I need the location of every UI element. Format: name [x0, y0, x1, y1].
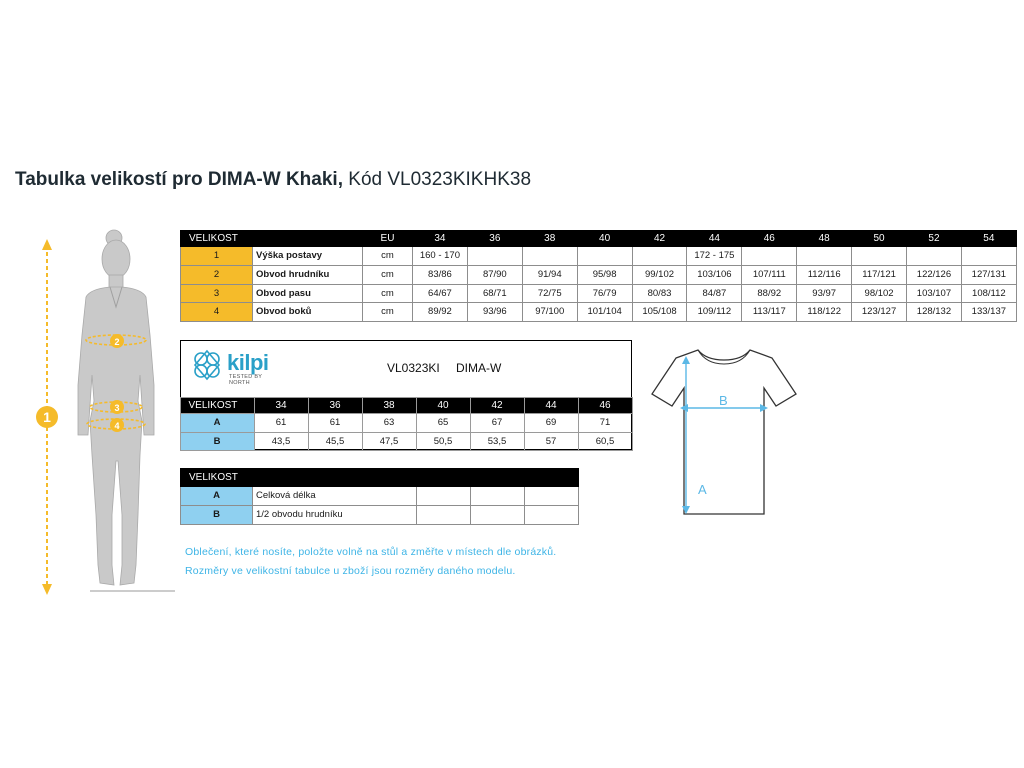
legend-label: B	[181, 506, 253, 525]
marker-2-icon	[110, 334, 124, 348]
size-col-header: 42	[632, 231, 687, 247]
note-model-dimensions: Rozměry ve velikostní tabulce u zboží jsou rozměry daného modelu.	[185, 565, 516, 577]
table-cell: 68/71	[467, 284, 522, 303]
body-measurement-figure	[30, 225, 180, 595]
table-cell: 89/92	[413, 303, 468, 322]
legend-table	[180, 468, 579, 525]
garment-table-header	[180, 398, 632, 414]
table-cell: 113/117	[742, 303, 797, 322]
table-cell: 109/112	[687, 303, 742, 322]
row-unit: cm	[363, 284, 413, 303]
brand-name: kilpi	[227, 350, 269, 375]
size-col-header: 46	[578, 398, 632, 414]
brand-logo	[189, 347, 279, 387]
table-cell: 61	[254, 414, 308, 433]
knot-logo-icon	[189, 347, 225, 383]
row-number: 2	[181, 265, 253, 284]
note-measure-instruction: Oblečení, které nosíte, položte volně na stůl a změřte v místech dle obrázků.	[185, 546, 557, 558]
table-cell: 53,5	[470, 432, 524, 451]
product-model: DIMA-W	[456, 361, 502, 375]
table-row	[181, 506, 579, 525]
table-cell	[525, 487, 579, 506]
garment-measure-table	[180, 397, 633, 451]
table-cell	[961, 247, 1016, 266]
table-cell	[742, 247, 797, 266]
row-unit: cm	[363, 265, 413, 284]
table-cell: 99/102	[632, 265, 687, 284]
size-col-header: 40	[416, 398, 470, 414]
table-cell	[525, 506, 579, 525]
table-row	[181, 487, 579, 506]
size-col-header: 46	[742, 231, 797, 247]
table-cell: 123/127	[852, 303, 907, 322]
row-unit: cm	[363, 303, 413, 322]
table-cell	[797, 247, 852, 266]
table-cell: 91/94	[522, 265, 577, 284]
table-cell	[577, 247, 632, 266]
table-cell: 160 - 170	[413, 247, 468, 266]
table-cell: 43,5	[254, 432, 308, 451]
marker-2-label: 2	[114, 337, 120, 347]
legend-label: A	[181, 487, 253, 506]
table-cell: 45,5	[308, 432, 362, 451]
size-col-header: 34	[254, 398, 308, 414]
size-table	[180, 230, 1017, 322]
table-cell: 118/122	[797, 303, 852, 322]
size-col-header: 40	[577, 231, 632, 247]
header-empty-cell	[471, 469, 525, 487]
product-measurement-box	[180, 340, 632, 450]
header-empty-cell	[253, 469, 417, 487]
table-cell: 67	[470, 414, 524, 433]
table-cell	[471, 487, 525, 506]
table-row	[181, 247, 1017, 266]
table-cell: 103/106	[687, 265, 742, 284]
legend-table-header	[181, 469, 579, 487]
size-col-header: 42	[470, 398, 524, 414]
row-label: Obvod pasu	[253, 284, 363, 303]
height-arrow-bottom-icon	[42, 584, 52, 595]
unit-header: EU	[363, 231, 413, 247]
legend-description: Celková délka	[253, 487, 417, 506]
table-cell: 76/79	[577, 284, 632, 303]
brand-tagline: TESTED BY NORTH	[229, 374, 263, 386]
table-cell	[417, 487, 471, 506]
table-cell: 97/100	[522, 303, 577, 322]
table-row	[181, 303, 1017, 322]
table-cell: 98/102	[852, 284, 907, 303]
header-empty-cell	[417, 469, 471, 487]
size-table-header	[181, 231, 1017, 247]
table-cell: 47,5	[362, 432, 416, 451]
table-cell	[522, 247, 577, 266]
row-number: 3	[181, 284, 253, 303]
legend-description: 1/2 obvodu hrudníku	[253, 506, 417, 525]
size-col-header: 50	[852, 231, 907, 247]
table-cell: 87/90	[467, 265, 522, 284]
table-cell: 50,5	[416, 432, 470, 451]
table-cell: 84/87	[687, 284, 742, 303]
table-cell	[852, 247, 907, 266]
table-row	[181, 265, 1017, 284]
table-cell: 88/92	[742, 284, 797, 303]
measure-label: B	[180, 432, 254, 451]
table-cell: 122/126	[907, 265, 962, 284]
size-col-header: 36	[467, 231, 522, 247]
size-col-header: 54	[961, 231, 1016, 247]
measure-label: A	[180, 414, 254, 433]
table-cell: 69	[524, 414, 578, 433]
page-title	[15, 168, 531, 192]
table-cell: 61	[308, 414, 362, 433]
size-col-header: 34	[413, 231, 468, 247]
table-cell	[467, 247, 522, 266]
row-number: 4	[181, 303, 253, 322]
table-cell: 117/121	[852, 265, 907, 284]
size-col-header: 38	[362, 398, 416, 414]
size-header-label: VELIKOST	[181, 231, 363, 247]
table-row	[180, 432, 632, 451]
height-arrow-top-icon	[42, 239, 52, 250]
size-col-header: 44	[687, 231, 742, 247]
table-cell	[471, 506, 525, 525]
table-cell: 57	[524, 432, 578, 451]
measure-a-label: A	[698, 482, 707, 497]
table-cell: 72/75	[522, 284, 577, 303]
table-cell: 93/96	[467, 303, 522, 322]
table-cell	[907, 247, 962, 266]
measure-b-label: B	[719, 393, 728, 408]
marker-4-label: 4	[114, 421, 120, 431]
row-label: Obvod boků	[253, 303, 363, 322]
table-cell: 64/67	[413, 284, 468, 303]
page-title-main: Tabulka velikostí pro DIMA-W Khaki,	[15, 169, 343, 190]
marker-3-label: 3	[114, 403, 120, 413]
tshirt-measurement-figure	[648, 346, 800, 518]
table-cell: 103/107	[907, 284, 962, 303]
table-cell: 71	[578, 414, 632, 433]
table-cell: 128/132	[907, 303, 962, 322]
marker-1-icon	[36, 406, 58, 428]
table-cell: 101/104	[577, 303, 632, 322]
product-code-label: Kód VL0323KIKHK38	[348, 169, 532, 190]
marker-4-icon	[110, 418, 124, 432]
table-cell: 60,5	[578, 432, 632, 451]
table-cell: 108/112	[961, 284, 1016, 303]
table-cell	[417, 506, 471, 525]
marker-1-label: 1	[43, 409, 51, 425]
row-number: 1	[181, 247, 253, 266]
table-row	[181, 284, 1017, 303]
size-col-header: 36	[308, 398, 362, 414]
table-cell: 83/86	[413, 265, 468, 284]
table-cell: 172 - 175	[687, 247, 742, 266]
table-row	[180, 414, 632, 433]
row-unit: cm	[363, 247, 413, 266]
table-cell: 112/116	[797, 265, 852, 284]
row-label: Výška postavy	[253, 247, 363, 266]
table-cell: 63	[362, 414, 416, 433]
table-cell: 65	[416, 414, 470, 433]
table-cell: 93/97	[797, 284, 852, 303]
header-empty-cell	[525, 469, 579, 487]
marker-3-icon	[110, 400, 124, 414]
size-col-header: 52	[907, 231, 962, 247]
size-col-header: 48	[797, 231, 852, 247]
table-cell	[632, 247, 687, 266]
row-label: Obvod hrudníku	[253, 265, 363, 284]
table-cell: 80/83	[632, 284, 687, 303]
table-cell: 107/111	[742, 265, 797, 284]
table-cell: 95/98	[577, 265, 632, 284]
legend-header-label: VELIKOST	[181, 469, 253, 487]
table-cell: 127/131	[961, 265, 1016, 284]
product-code: VL0323KI	[387, 361, 440, 375]
tshirt-outline-icon	[652, 350, 796, 514]
size-col-header: 44	[524, 398, 578, 414]
table-cell: 105/108	[632, 303, 687, 322]
table-cell: 133/137	[961, 303, 1016, 322]
garment-size-header-label: VELIKOST	[180, 398, 254, 414]
size-col-header: 38	[522, 231, 577, 247]
